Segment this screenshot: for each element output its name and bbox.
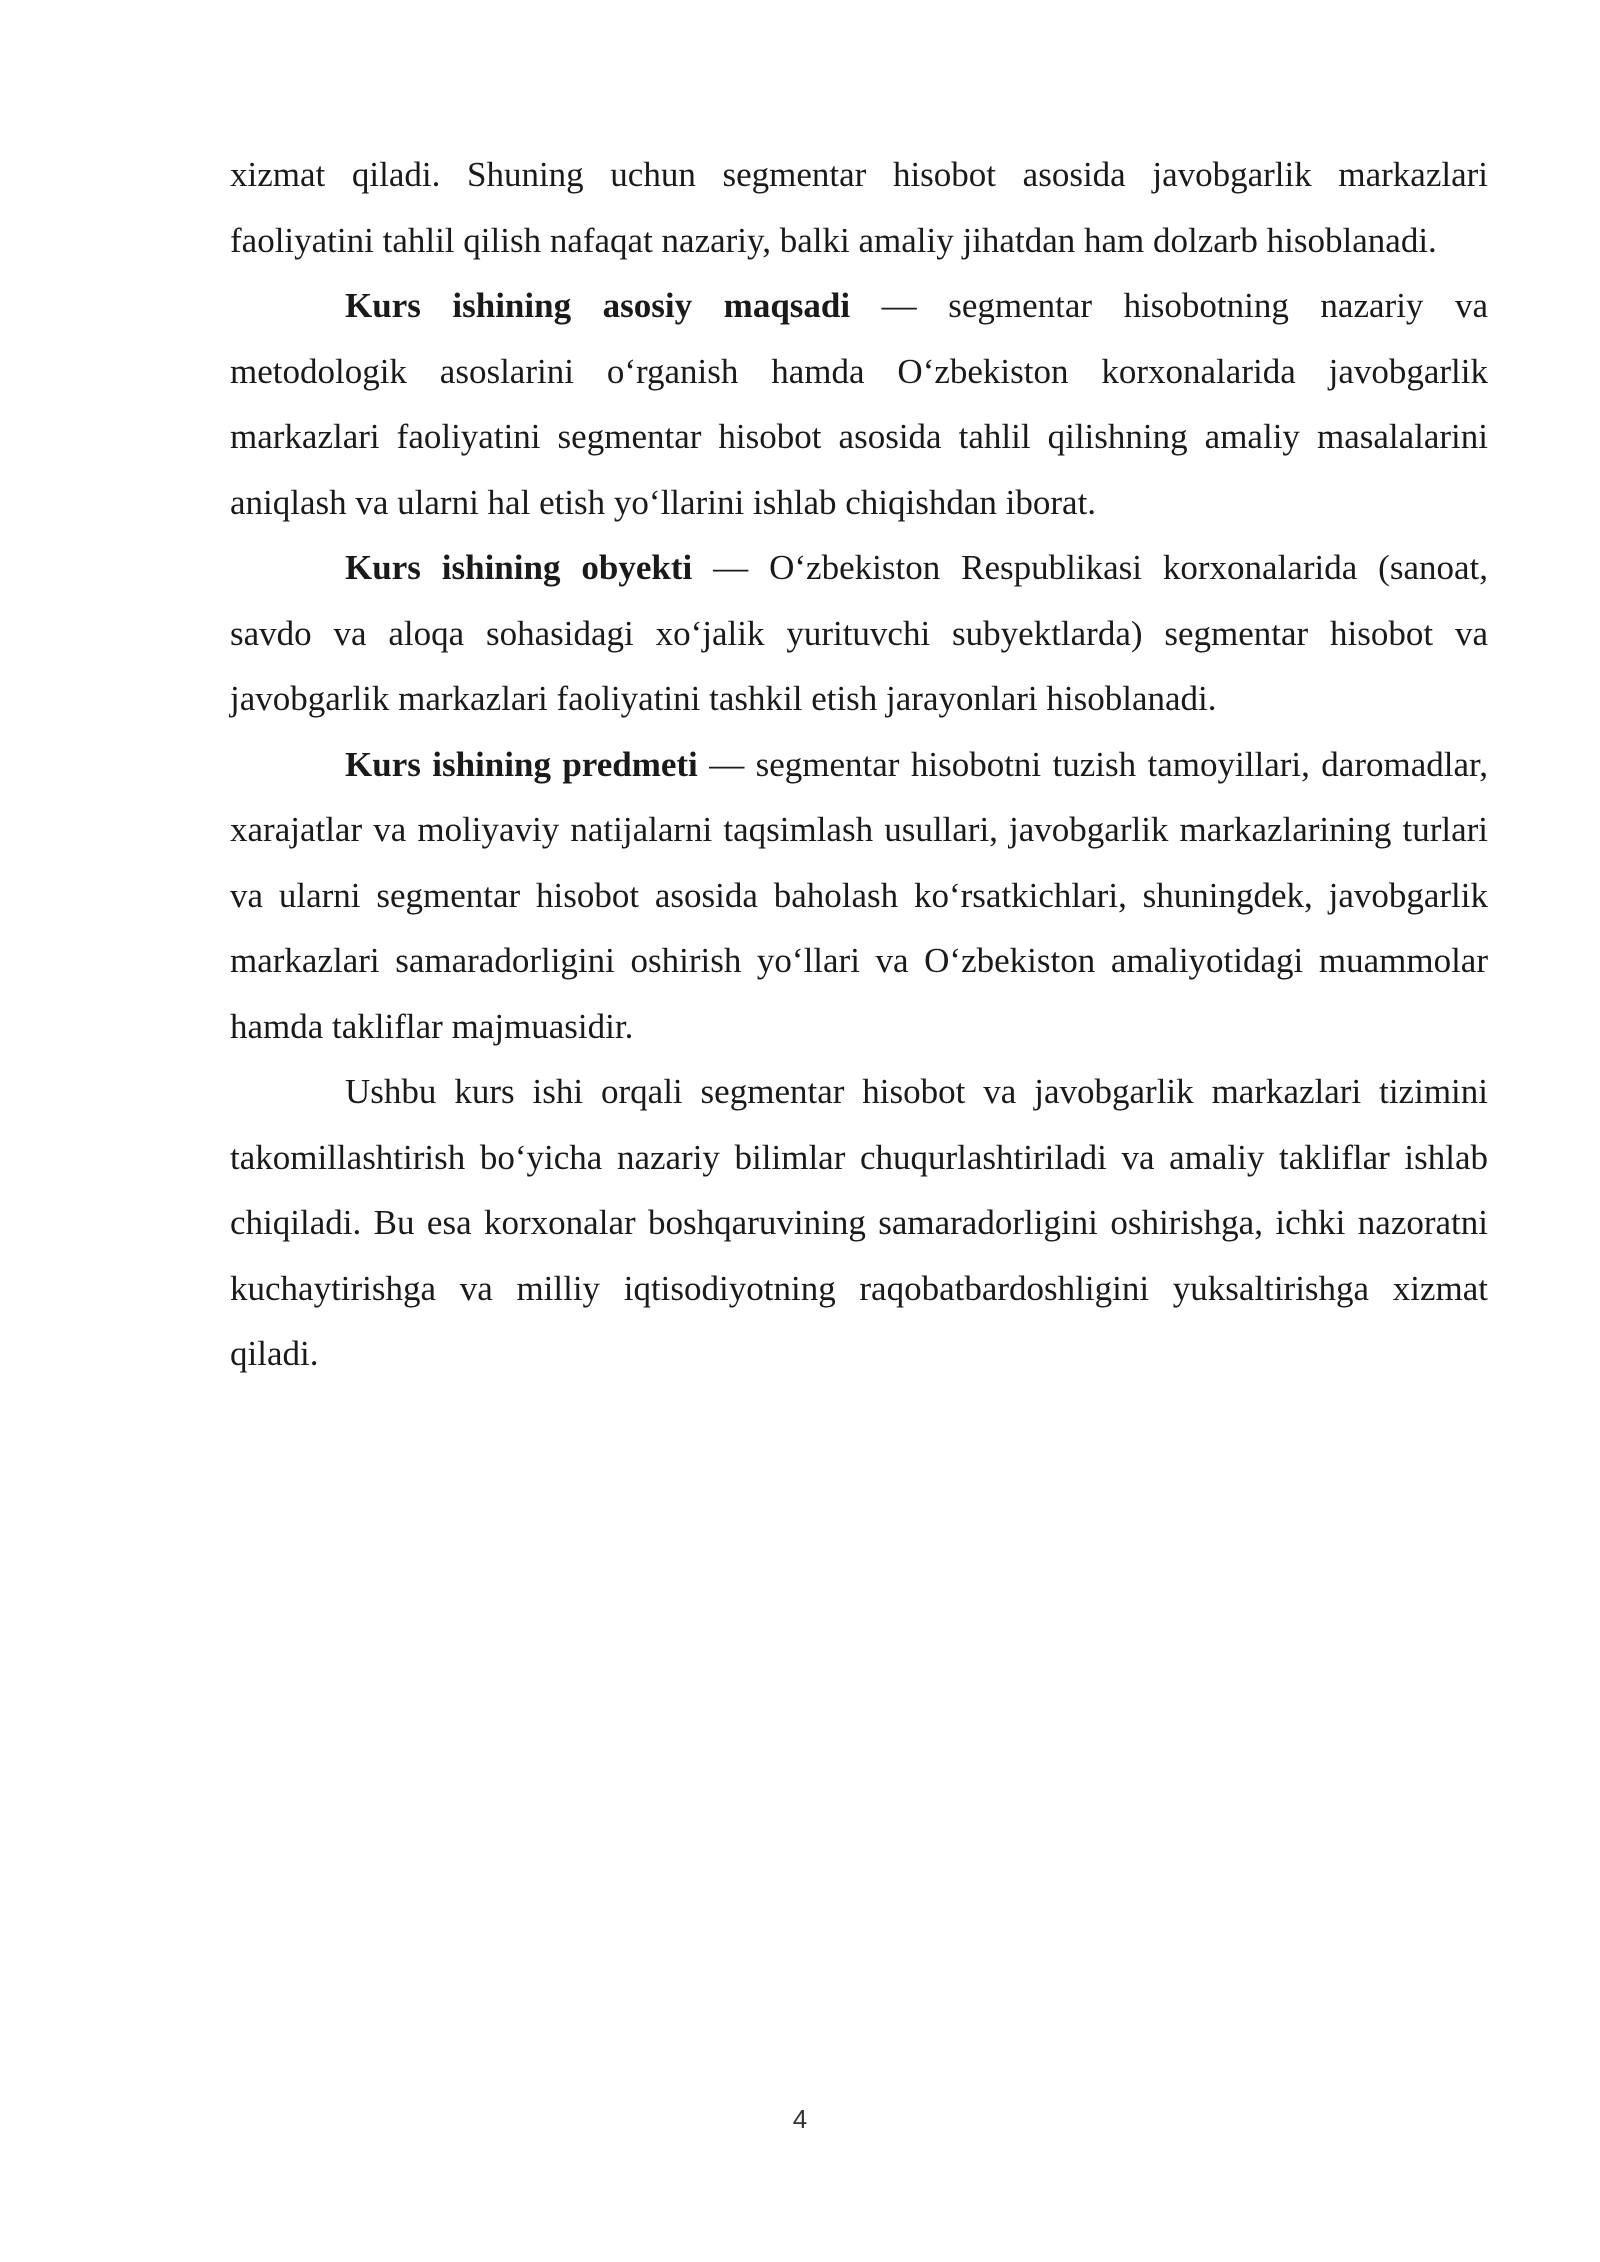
paragraph-term: Kurs ishining predmeti xyxy=(345,744,698,784)
paragraph-term: Kurs ishining asosiy maqsadi xyxy=(345,286,851,325)
paragraph-text: segmentar hisobotni tuzish tamoyillari, daromadlar, xarajatlar va moliyaviy natijalarni taqsimlash usullari, javobgarlik markazlarining turlari va ularni segmentar hisobot asosida baholash koʻrsatkichlari, shuningdek, javobgarlik markazlari samaradorligini oshirish yoʻllari va Oʻzbekiston amaliyotidagi muammolar hamda takliflar majmuasidir. xyxy=(230,744,1488,1046)
em-dash: — xyxy=(850,286,949,325)
paragraph-text: Ushbu kurs ishi orqali segmentar hisobot va javobgarlik markazlari tizimini takomillashtirish boʻyicha nazariy bilimlar chuqurlashtiriladi va amaliy takliflar ishlab chiqiladi. Bu esa korxonalar boshqaruvining samaradorligini oshirishga, ichki nazoratni kuchaytirishga va milliy iqtisodiyotning raqobatbardoshligini yuksaltirishga xizmat qiladi. xyxy=(230,1072,1488,1373)
document-page xyxy=(230,142,1488,1387)
paragraph-subject xyxy=(230,732,1488,1060)
page-number: 4 xyxy=(792,2104,808,2134)
paragraph-term: Kurs ishining obyekti xyxy=(345,548,693,587)
paragraph-text: segmentar hisobotning nazariy va metodologik asoslarini oʻrganish hamda Oʻzbekiston korxonalarida javobgarlik markazlari faoliyatini segmentar hisobot asosida tahlil qilishning amaliy masalalarini aniqlash va ularni hal etish yoʻllarini ishlab chiqishdan iborat. xyxy=(230,286,1489,522)
paragraph-text: xizmat qiladi. Shuning uchun segmentar hisobot asosida javobgarlik markazlari faoliyatini tahlil qilish nafaqat nazariy, balki amaliy jihatdan ham dolzarb hisoblanadi. xyxy=(230,155,1488,260)
em-dash: — xyxy=(692,548,770,587)
paragraph-object xyxy=(230,535,1488,732)
paragraph-conclusion xyxy=(230,1059,1488,1387)
em-dash: — xyxy=(697,744,756,784)
paragraph-text: Oʻzbekiston Respublikasi korxonalarida (sanoat, savdo va aloqa sohasidagi xoʻjalik yurituvchi subyektlarda) segmentar hisobot va javobgarlik markazlari faoliyatini tashkil etish jarayonlari hisoblanadi. xyxy=(230,548,1488,718)
paragraph-goal xyxy=(230,273,1488,535)
paragraph-intro-continuation xyxy=(230,142,1488,273)
